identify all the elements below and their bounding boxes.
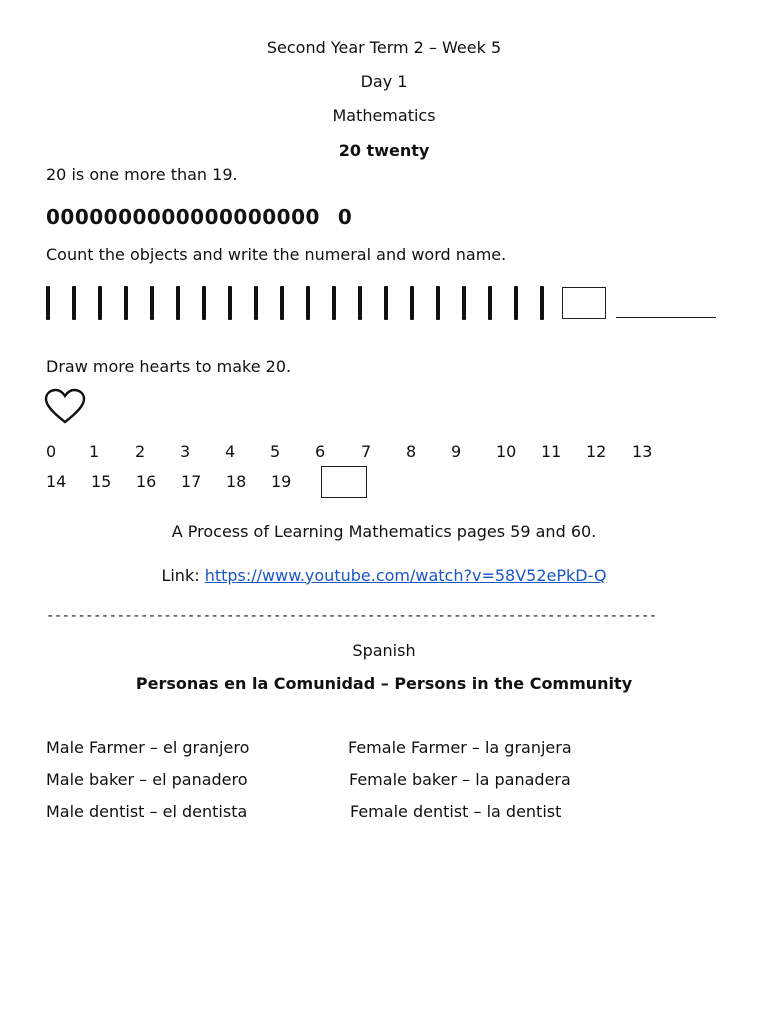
number-label: 7	[361, 442, 372, 461]
numeral-answer-box[interactable]	[562, 287, 606, 319]
tally-mark	[176, 286, 180, 320]
number-label: 19	[271, 472, 292, 491]
topic-heading: 20 twenty	[338, 141, 430, 160]
number-label: 18	[226, 472, 247, 491]
number-label: 12	[586, 442, 607, 461]
day-label: Day 1	[360, 72, 408, 91]
tally-mark	[124, 286, 128, 320]
number-label: 14	[46, 472, 67, 491]
textbook-reference: A Process of Learning Mathematics pages 59 and 60.	[171, 522, 597, 541]
number-label: 3	[180, 442, 191, 461]
number-label: 11	[541, 442, 562, 461]
tally-mark	[462, 286, 466, 320]
video-link[interactable]: https://www.youtube.com/watch?v=58V52ePkD-Q	[204, 566, 607, 585]
tally-mark	[358, 286, 362, 320]
count-instruction: Count the objects and write the numeral and word name.	[46, 245, 507, 264]
video-link-line	[0, 566, 768, 585]
tally-mark	[98, 286, 102, 320]
tally-marks	[46, 283, 566, 323]
section-divider: ------------------------------------------------------------------------------	[46, 608, 657, 624]
vocab-female: Female Farmer – la granjera	[348, 738, 572, 757]
page-title: Second Year Term 2 – Week 5	[266, 38, 502, 57]
number-label: 13	[632, 442, 653, 461]
vocab-female: Female dentist – la dentist	[350, 802, 562, 821]
tally-mark	[410, 286, 414, 320]
tally-mark	[46, 286, 50, 320]
number-label: 5	[270, 442, 281, 461]
number-label: 6	[315, 442, 326, 461]
tally-mark	[488, 286, 492, 320]
number-label: 15	[91, 472, 112, 491]
tally-mark	[332, 286, 336, 320]
vocab-male: Male Farmer – el granjero	[46, 738, 250, 757]
link-label: Link:	[161, 566, 200, 585]
number-label: 4	[225, 442, 236, 461]
number-label: 10	[496, 442, 517, 461]
ones-extra: 0	[337, 205, 353, 229]
spanish-heading: Spanish	[352, 641, 416, 660]
subject-heading: Mathematics	[332, 106, 436, 125]
vocab-male: Male baker – el panadero	[46, 770, 248, 789]
vocab-female: Female baker – la panadera	[349, 770, 571, 789]
number-label: 0	[46, 442, 57, 461]
ones-display	[46, 205, 352, 229]
tally-mark	[306, 286, 310, 320]
number-label: 9	[451, 442, 462, 461]
tally-mark	[436, 286, 440, 320]
number-label: 1	[89, 442, 100, 461]
tally-mark	[150, 286, 154, 320]
heart-icon	[44, 388, 86, 430]
tally-mark	[384, 286, 388, 320]
tally-mark	[202, 286, 206, 320]
tally-mark	[280, 286, 284, 320]
tally-mark	[514, 286, 518, 320]
tally-mark	[254, 286, 258, 320]
hearts-instruction: Draw more hearts to make 20.	[46, 357, 292, 376]
number-label: 8	[406, 442, 417, 461]
ones-group: 0000000000000000000	[46, 205, 320, 229]
tally-mark	[540, 286, 544, 320]
number-label: 16	[136, 472, 157, 491]
number-label: 2	[135, 442, 146, 461]
tally-mark	[72, 286, 76, 320]
vocab-male: Male dentist – el dentista	[46, 802, 248, 821]
missing-number-box[interactable]	[321, 466, 367, 498]
tally-mark	[228, 286, 232, 320]
number-label: 17	[181, 472, 202, 491]
intro-text: 20 is one more than 19.	[46, 165, 238, 184]
word-answer-line[interactable]	[616, 316, 716, 318]
spanish-topic: Personas en la Comunidad – Persons in the Community	[135, 674, 633, 693]
